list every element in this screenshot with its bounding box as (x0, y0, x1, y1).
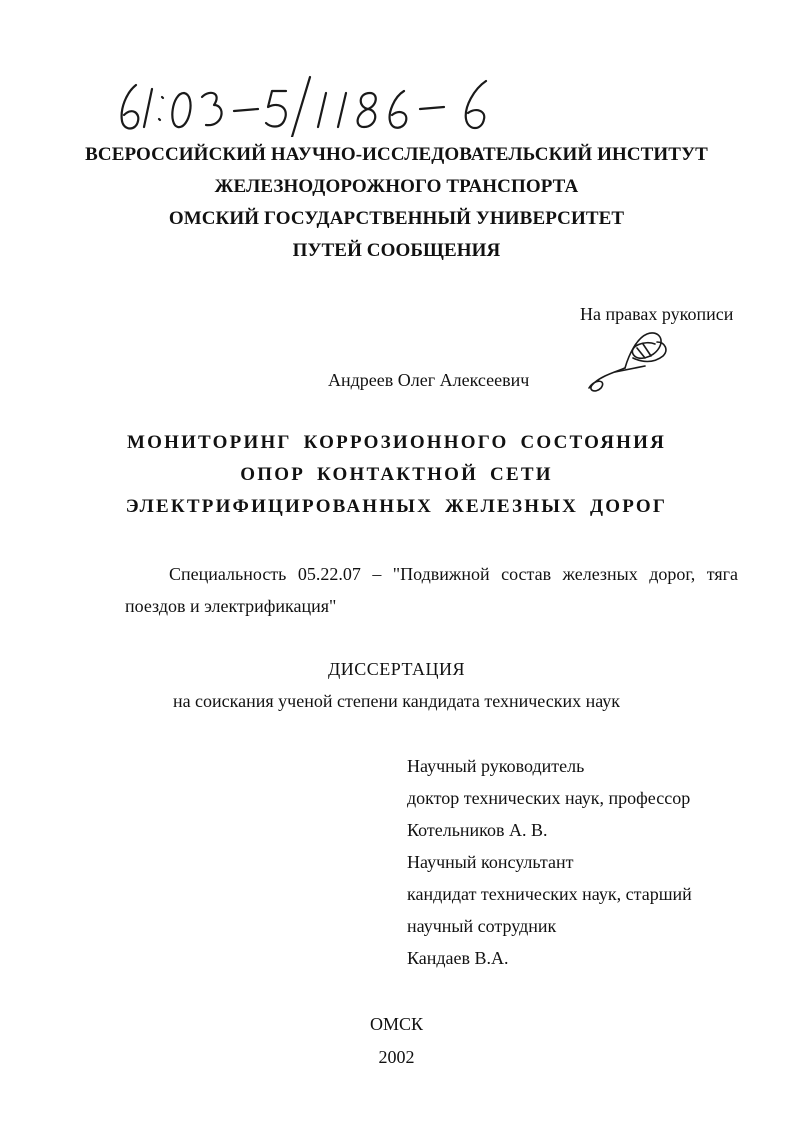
advisor-role: Научный руководитель (407, 756, 585, 776)
author-signature (585, 328, 675, 398)
dissertation-label: ДИССЕРТАЦИЯ (327, 659, 466, 679)
title-line-3: ЭЛЕКТРИФИЦИРОВАННЫХ ЖЕЛЕЗНЫХ ДОРОГ (125, 496, 668, 517)
specialty-line-2: поездов и электрификация" (125, 596, 337, 616)
institution-line-2: ЖЕЛЕЗНОДОРОЖНОГО ТРАНСПОРТА (214, 176, 579, 197)
consultant-title-1: кандидат технических наук, старший (407, 884, 692, 904)
degree-statement: на соискания ученой степени кандидата технических наук (172, 691, 621, 711)
title-line-1: МОНИТОРИНГ КОРРОЗИОННОГО СОСТОЯНИЯ (126, 432, 666, 453)
institution-line-4: ПУТЕЙ СООБЩЕНИЯ (292, 240, 501, 261)
year: 2002 (378, 1047, 415, 1067)
advisor-name: Котельников А. В. (407, 820, 548, 840)
author-name: Андреев Олег Алексеевич (328, 370, 530, 390)
institution-line-1: ВСЕРОССИЙСКИЙ НАУЧНО-ИССЛЕДОВАТЕЛЬСКИЙ ИНСТИТУТ (85, 144, 708, 165)
handwritten-archive-code (114, 75, 534, 137)
consultant-title-2: научный сотрудник (407, 916, 557, 936)
institution-line-3: ОМСКИЙ ГОСУДАРСТВЕННЫЙ УНИВЕРСИТЕТ (168, 208, 625, 229)
advisor-title: доктор технических наук, профессор (407, 788, 691, 808)
consultant-role: Научный консультант (407, 852, 574, 872)
city: ОМСК (369, 1014, 423, 1034)
manuscript-note: На правах рукописи (580, 304, 734, 324)
title-line-2: ОПОР КОНТАКТНОЙ СЕТИ (240, 464, 553, 485)
consultant-name: Кандаев В.А. (407, 948, 509, 968)
specialty-line-1: Специальность 05.22.07 – "Подвижной состав железных дорог, тяга (169, 564, 738, 584)
